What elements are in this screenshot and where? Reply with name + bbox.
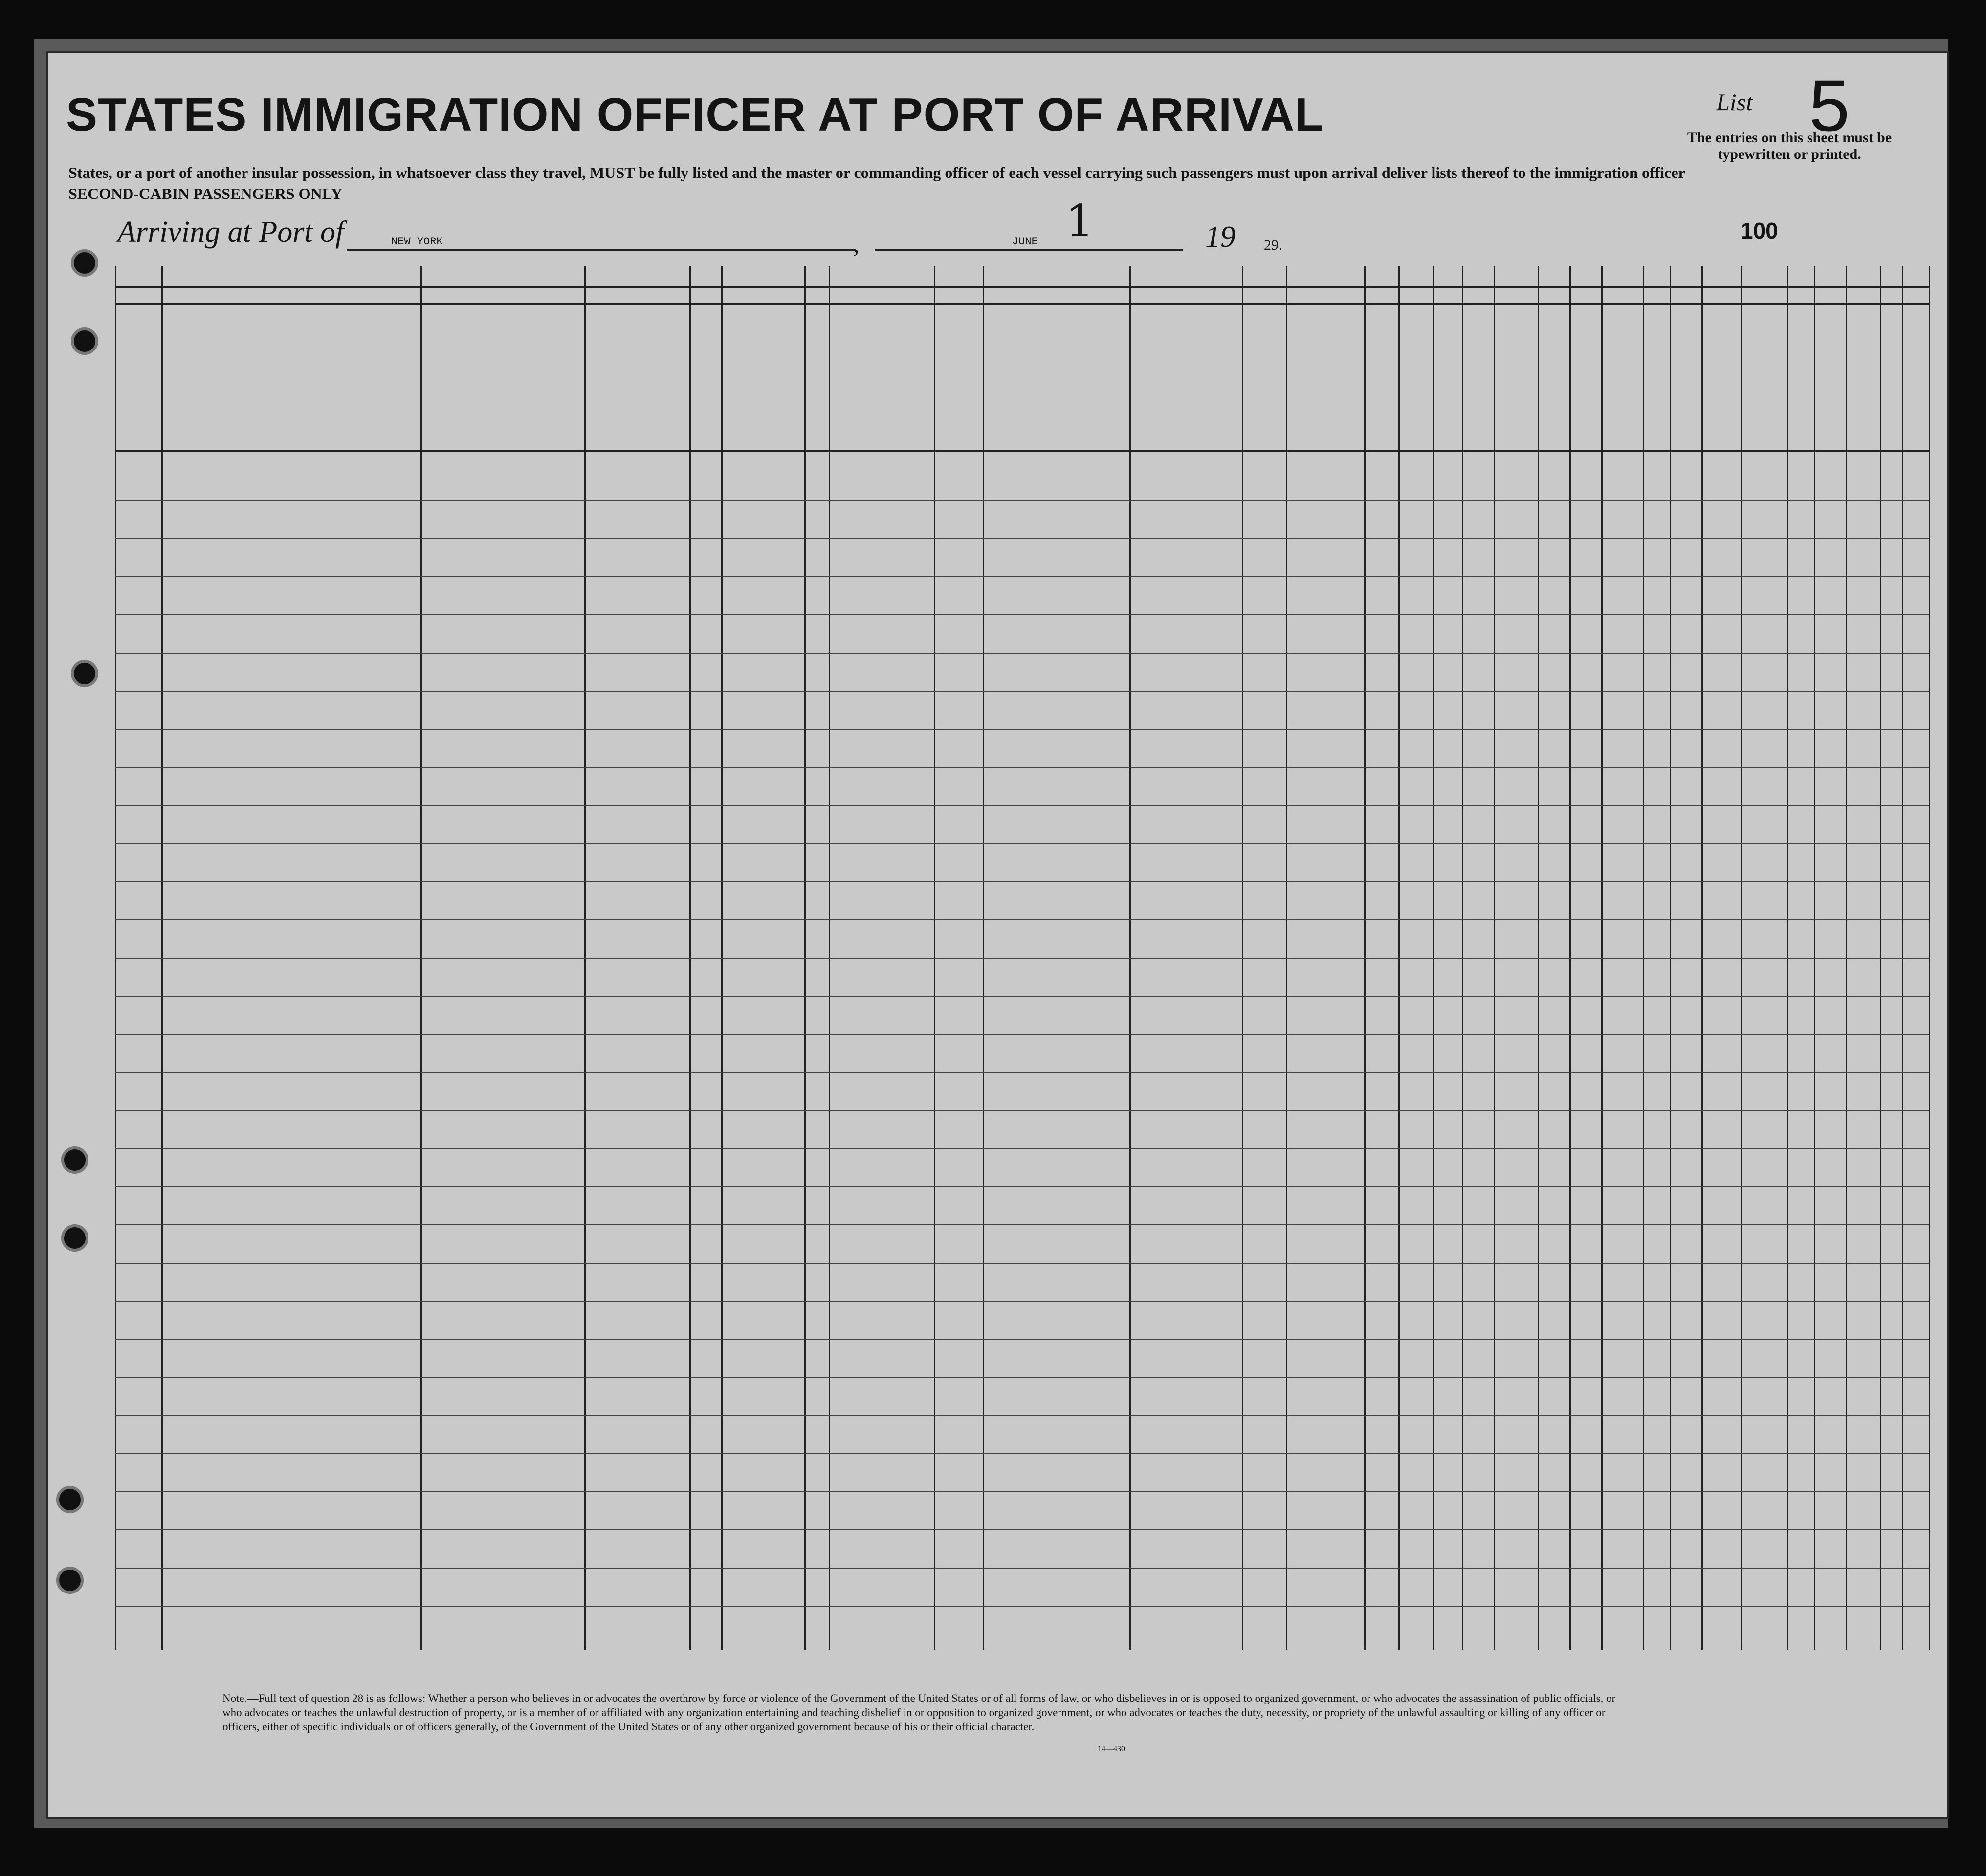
row-rule — [115, 1148, 1929, 1149]
row-rule — [115, 538, 1929, 539]
comma: , — [853, 230, 860, 258]
column-divider — [1929, 266, 1930, 1650]
page-count: 100 — [1741, 218, 1778, 243]
row-rule — [115, 729, 1929, 730]
binder-hole-icon — [61, 1146, 88, 1174]
footer-note: Note.—Full text of question 28 is as follows: Whether a person who believes in or advocates the overthrow by force or violence of the Government of the United States or of all forms of law, or who disbelieves in or is opposed to organized government, or who advocates the assassination of public officials, or who advocates or teaches the unlawful destruction of property, or is a member of or affiliated with any organization entertaining and teaching disbelief in or opposition to organized government, or who advocates or teaches the duty, necessity, or propriety of the unlawful assaulting or killing of any officer or officers, either of specific individuals or of officers generally, of the Government of the United States or of any other organized government because of his or their official character. — [222, 1692, 1616, 1733]
header-number-rule — [115, 303, 1929, 305]
row-rule — [115, 1415, 1929, 1416]
typewrite-note: The entries on this sheet must be typewritten or printed. — [1687, 130, 1892, 162]
row-rule — [115, 1377, 1929, 1378]
row-rule — [115, 576, 1929, 577]
cabin-class: SECOND-CABIN PASSENGERS ONLY — [68, 185, 343, 202]
row-rule — [115, 805, 1929, 806]
row-rule — [115, 500, 1929, 501]
list-label: List — [1716, 88, 1753, 116]
row-rule — [115, 843, 1929, 844]
row-rule — [115, 1186, 1929, 1187]
row-rule — [115, 767, 1929, 768]
year-label: 19 — [1205, 220, 1236, 254]
header-top-rule — [115, 286, 1929, 288]
binder-hole-icon — [61, 1224, 88, 1252]
day-value: 1 — [1066, 196, 1094, 247]
page-title: STATES IMMIGRATION OFFICER AT PORT OF ARRIVAL — [66, 88, 1324, 141]
port-value: NEW YORK — [391, 236, 443, 248]
arriving-label: Arriving at Port of — [117, 216, 344, 249]
row-rule — [115, 1491, 1929, 1492]
binder-hole-icon — [71, 249, 98, 277]
row-rule — [115, 1529, 1929, 1530]
subtitle: States, or a port of another insular possession, in whatsoever class they travel, MUST be fully listed and the master or commanding officer of each vessel carrying such passengers must upon arrival deliver lists thereof to the immigration officer — [68, 164, 1685, 181]
row-rule — [115, 958, 1929, 959]
row-rule — [115, 1301, 1929, 1302]
manifest-table — [115, 266, 1929, 1650]
binder-hole-icon — [71, 327, 98, 355]
month-value: JUNE — [1012, 236, 1038, 248]
row-rule — [115, 1339, 1929, 1340]
row-rule — [115, 919, 1929, 920]
binder-hole-icon — [56, 1567, 84, 1594]
row-rule — [115, 1110, 1929, 1111]
row-rule — [115, 1263, 1929, 1264]
binder-hole-icon — [56, 1486, 84, 1513]
row-rule — [115, 996, 1929, 997]
row-rule — [115, 1072, 1929, 1073]
port-underline — [347, 249, 856, 251]
row-rule — [115, 1606, 1929, 1607]
row-rule — [115, 653, 1929, 654]
row-rule — [115, 691, 1929, 692]
row-rule — [115, 1453, 1929, 1454]
list-number: 5 — [1809, 65, 1850, 147]
row-rule — [115, 1568, 1929, 1569]
year-value: 29. — [1264, 237, 1282, 253]
row-rule — [115, 1034, 1929, 1035]
row-rule — [115, 614, 1929, 615]
header-bottom-rule — [115, 450, 1929, 452]
row-rule — [115, 881, 1929, 882]
month-underline — [875, 249, 1183, 251]
form-number: 14—430 — [1098, 1745, 1125, 1753]
row-rule — [115, 1224, 1929, 1225]
binder-hole-icon — [71, 660, 98, 687]
